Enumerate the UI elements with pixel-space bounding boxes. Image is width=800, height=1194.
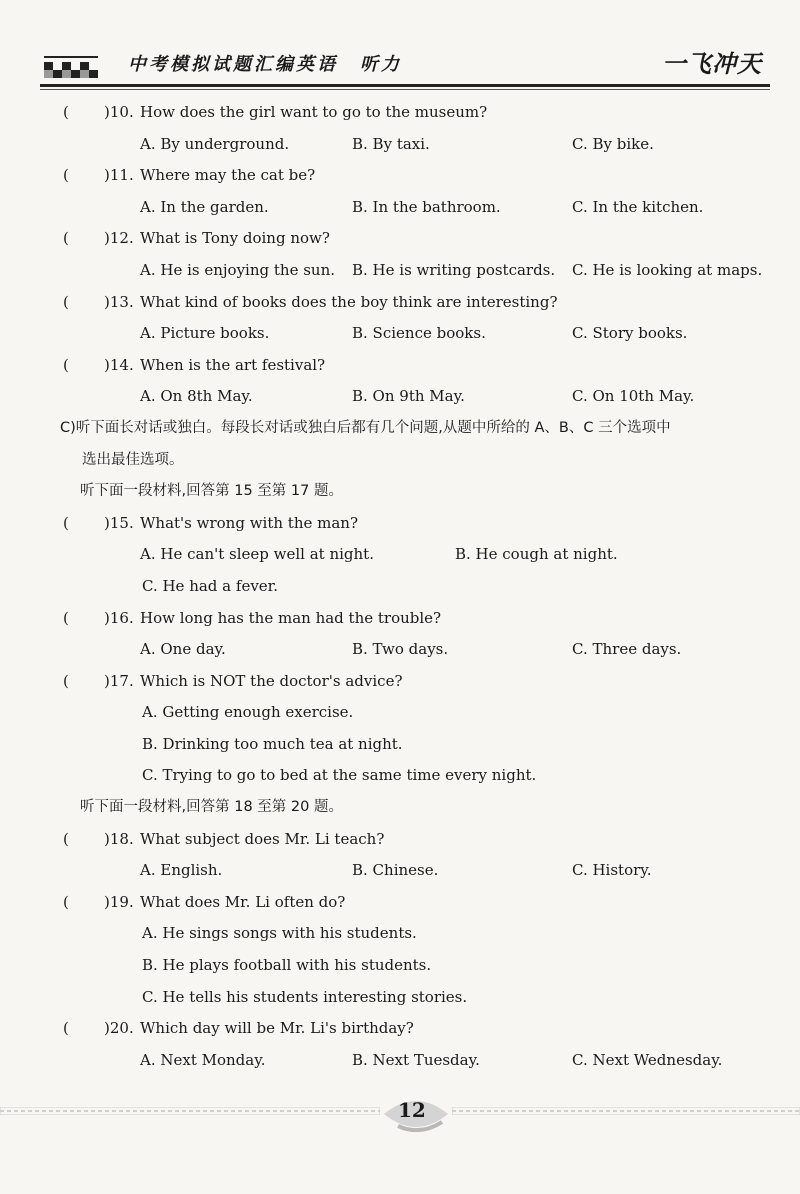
options-11 [60,192,780,224]
options-17-a [60,697,780,729]
answer-blank: ( [63,229,69,248]
option-c: C. He is looking at maps. [572,260,763,279]
option-a: A. One day. [140,640,226,659]
option-c: C. Story books. [572,324,688,343]
option-a: A. He can't sleep well at night. [140,545,374,564]
answer-blank: ( [63,1019,69,1038]
option-c: C. Next Wednesday. [572,1050,723,1069]
section-c-instruction: C)听下面长对话或独白。每段长对话或独白后都有几个问题,从题中所给的 A、B、C 三个选项中 [60,419,671,436]
book-title: 中考模拟试题汇编英语 [128,54,338,75]
answer-blank: ( [63,608,69,627]
option-b: B. Next Tuesday. [352,1050,480,1069]
options-16 [60,634,780,666]
option-c: C. He tells his students interesting stories. [142,987,468,1006]
answer-blank: ( [63,892,69,911]
question-12 [60,223,780,255]
answer-blank: ( [63,513,69,532]
options-19-a [60,918,780,950]
options-12 [60,255,780,287]
options-10 [60,129,780,161]
option-a: A. By underground. [140,134,290,153]
options-15-c [60,571,780,603]
question-number: )15. [104,513,134,532]
page-footer [0,1090,800,1140]
answer-blank: ( [63,355,69,374]
options-17-b [60,729,780,761]
question-text: What subject does Mr. Li teach? [140,829,385,848]
answer-blank: ( [63,829,69,848]
page-number: 12 [398,1098,426,1122]
answer-blank: ( [63,292,69,311]
sub-instruction-15-17: 听下面一段材料,回答第 15 至第 17 题。 [80,483,343,500]
question-13 [60,287,780,319]
header-title [128,50,402,76]
header-divider [40,84,770,87]
book-subject: 听力 [360,54,402,75]
option-c: C. By bike. [572,134,654,153]
options-15 [60,539,780,571]
option-c: C. On 10th May. [572,387,695,406]
option-a: A. Picture books. [140,324,270,343]
decorative-border-right [452,1107,800,1115]
answer-blank: ( [63,103,69,121]
option-b: B. He plays football with his students. [142,956,432,975]
question-10 [60,97,780,129]
question-number: )19. [104,892,134,911]
section-c-instruction-cont: 选出最佳选项。 [82,451,184,468]
question-number: )20. [104,1019,134,1038]
question-text: What kind of books does the boy think are interesting? [140,292,558,311]
checker-logo-icon [40,52,102,80]
question-20 [60,1013,780,1045]
option-b: B. On 9th May. [352,387,465,406]
option-a: A. In the garden. [140,197,269,216]
question-text: Which day will be Mr. Li's birthday? [140,1019,414,1038]
page-header [0,0,800,95]
option-b: B. In the bathroom. [352,197,501,216]
question-text: How long has the man had the trouble? [140,608,442,627]
option-b: B. Science books. [352,324,486,343]
question-18 [60,824,780,856]
question-15 [60,508,780,540]
options-13 [60,318,780,350]
question-text: What is Tony doing now? [140,229,330,248]
question-text: How does the girl want to go to the museum? [140,103,488,121]
option-c: C. History. [572,861,652,880]
question-text: Which is NOT the doctor's advice? [140,671,403,690]
question-19 [60,887,780,919]
option-c: C. In the kitchen. [572,197,704,216]
options-14 [60,381,780,413]
question-number: )10. [104,103,134,121]
option-b: B. Two days. [352,640,449,659]
option-a: A. On 8th May. [140,387,253,406]
option-c: C. He had a fever. [142,576,278,595]
option-a: A. He sings songs with his students. [142,924,417,943]
options-18 [60,855,780,887]
question-number: )13. [104,292,134,311]
sub-instruction-18-20: 听下面一段材料,回答第 18 至第 20 题。 [80,799,343,816]
question-number: )17. [104,671,134,690]
question-number: )12. [104,229,134,248]
question-list [60,97,780,1076]
header-divider-thin [40,89,770,90]
question-text: What does Mr. Li often do? [140,892,346,911]
question-number: )16. [104,608,134,627]
question-number: )14. [104,355,134,374]
options-17-c [60,760,780,792]
question-11 [60,160,780,192]
question-17 [60,666,780,698]
brand-logo: 一飞冲天 [662,50,762,78]
option-b: B. Chinese. [352,861,439,880]
options-19-c [60,982,780,1014]
question-16 [60,603,780,635]
option-a: A. Getting enough exercise. [142,703,354,722]
question-number: )11. [104,166,134,185]
options-19-b [60,950,780,982]
option-a: A. Next Monday. [140,1050,266,1069]
answer-blank: ( [63,671,69,690]
question-14 [60,350,780,382]
question-text: When is the art festival? [140,355,326,374]
options-20 [60,1045,780,1077]
option-a: A. He is enjoying the sun. [140,260,335,279]
option-b: B. He cough at night. [455,545,618,564]
option-a: A. English. [140,861,223,880]
answer-blank: ( [63,166,69,185]
option-c: C. Three days. [572,640,682,659]
question-text: Where may the cat be? [140,166,316,185]
question-text: What's wrong with the man? [140,513,359,532]
option-b: B. Drinking too much tea at night. [142,734,403,753]
decorative-border-left [0,1107,380,1115]
option-b: B. He is writing postcards. [352,260,556,279]
option-c: C. Trying to go to bed at the same time every night. [142,766,537,785]
option-b: B. By taxi. [352,134,430,153]
question-number: )18. [104,829,134,848]
